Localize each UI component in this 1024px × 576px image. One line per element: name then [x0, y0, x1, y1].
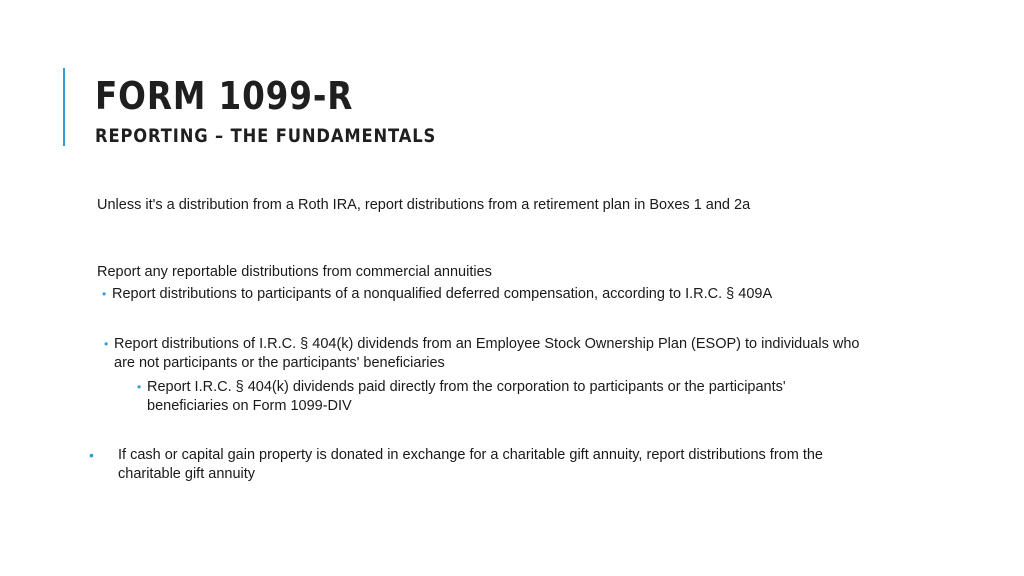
paragraph-commercial-annuities: Report any reportable distributions from commercial annuities: [97, 264, 492, 280]
bullet-nonqualified-deferred: Report distributions to participants of a nonqualified deferred compensation, according to I.R.C. § 409A: [112, 286, 773, 302]
bullet-dot-icon: •: [104, 337, 109, 351]
subbullet-404k-line2: beneficiaries on Form 1099-DIV: [147, 398, 352, 414]
bullet-esop-line2: are not participants or the participants' beneficiaries: [114, 355, 445, 371]
bullet-gift-annuity-line1: If cash or capital gain property is donated in exchange for a charitable gift annuity, report distributions from the: [118, 447, 823, 463]
slide-subtitle: REPORTING – THE FUNDAMENTALS: [95, 125, 437, 147]
bullet-dot-icon: •: [137, 380, 142, 394]
bullet-gift-annuity-line2: charitable gift annuity: [118, 466, 256, 482]
bullet-esop-line1: Report distributions of I.R.C. § 404(k) dividends from an Employee Stock Ownership Plan (ESOP) to individuals who: [114, 336, 860, 352]
subbullet-404k-line1: Report I.R.C. § 404(k) dividends paid directly from the corporation to participants or the participants': [147, 379, 786, 395]
bullet-dot-icon: •: [102, 287, 107, 301]
bullet-dot-icon: •: [89, 447, 94, 463]
paragraph-roth-ira: Unless it's a distribution from a Roth IRA, report distributions from a retirement plan in Boxes 1 and 2a: [97, 197, 751, 213]
title-accent-bar: [63, 68, 65, 146]
slide-title: FORM 1099-R: [95, 74, 354, 118]
